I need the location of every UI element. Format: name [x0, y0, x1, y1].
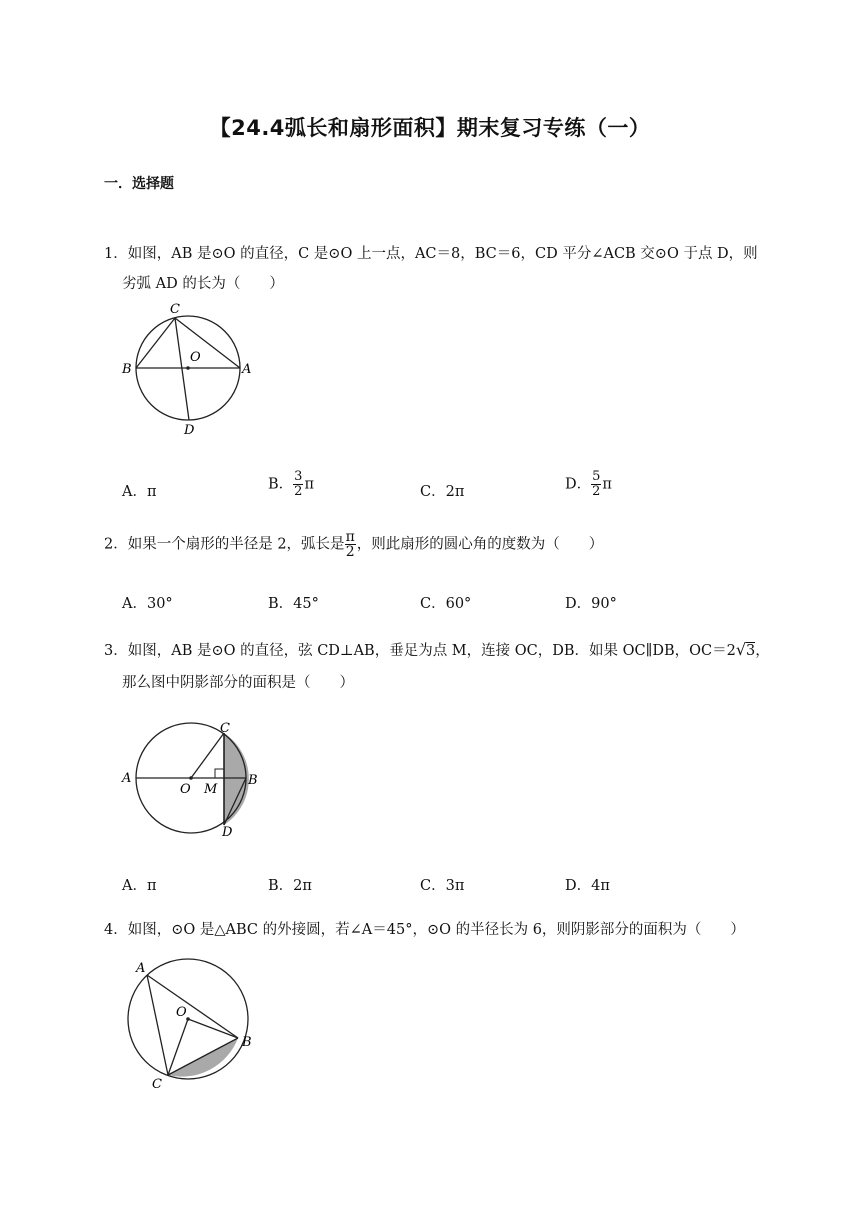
q3-line2: 那么图中阴影部分的面积是（ ）: [122, 675, 354, 691]
q3-figure: [116, 718, 266, 840]
q1-line1: 1．如图，AB 是⊙O 的直径，C 是⊙O 上一点，AC＝8，BC＝6，CD 平分∠ACB 交⊙O 于点 D，则: [104, 246, 758, 262]
q1-option-a: A．π: [122, 484, 157, 500]
q3-option-c: C．3π: [420, 878, 465, 894]
q1-figure: [116, 298, 256, 440]
q4-side-ac: [147, 975, 168, 1075]
q3-right-angle-mark: [215, 769, 224, 778]
q1-option-d: D． $\frac{5}{2}$ π: [565, 469, 612, 499]
q3-option-d: D．4π: [565, 878, 610, 894]
q4-figure: [120, 952, 270, 1092]
q1-center-dot: [186, 366, 190, 370]
q1-option-b: B． $\frac{3}{2}$ π: [268, 469, 314, 499]
q3-option-a: A．π: [122, 878, 157, 894]
q1-chord-ac: [175, 318, 240, 368]
q3-label-b: B: [248, 773, 258, 788]
q4-side-ab: [147, 975, 238, 1038]
q4-label-b: B: [242, 1035, 252, 1050]
q1-label-c: C: [170, 302, 180, 317]
q1-label-b: B: [122, 362, 132, 377]
section-heading: 一．选择题: [104, 176, 174, 192]
q3-option-b: B．2π: [268, 878, 312, 894]
q2-option-a: A．30°: [122, 596, 173, 612]
page-title: 【24.4弧长和扇形面积】期末复习专练（一）: [209, 116, 651, 140]
q4-label-o: O: [176, 1005, 187, 1020]
q3-label-a: A: [122, 771, 132, 786]
q1-option-c: C．2π: [420, 484, 465, 500]
q3-label-d: D: [222, 825, 233, 840]
q3-center-dot: [189, 776, 193, 780]
q3-segment-oc: [191, 733, 224, 778]
q2-option-b: B．45°: [268, 596, 319, 612]
q1-label-o: O: [190, 350, 201, 365]
q3-label-c: C: [220, 721, 230, 736]
q2-option-d: D．90°: [565, 596, 617, 612]
q2-option-c: C．60°: [420, 596, 472, 612]
q3-label-o: O: [180, 782, 191, 797]
q4-center-dot: [186, 1017, 190, 1021]
q1-line2: 劣弧 AD 的长为（ ）: [122, 276, 284, 292]
q3-label-m: M: [204, 782, 218, 797]
q1-label-d: D: [184, 423, 195, 438]
q4-label-a: A: [136, 961, 146, 976]
q2-stem: 2．如果一个扇形的半径是 2，弧长是 $\frac{\pi}{2}$ ，则此扇形的圆心角的度数为（ ）: [104, 529, 604, 560]
q4-line1: 4．如图，⊙O 是△ABC 的外接圆，若∠A＝45°，⊙O 的半径长为 6，则阴影部分的面积为（ ）: [104, 922, 745, 938]
q3-line1: 3．如图，AB 是⊙O 的直径，弦 CD⊥AB，垂足为点 M，连接 OC，DB．如果 OC∥DB，OC＝2√3，: [104, 640, 770, 659]
q1-label-a: A: [242, 362, 252, 377]
q4-label-c: C: [152, 1077, 162, 1092]
q4-radius-ob: [188, 1019, 238, 1038]
